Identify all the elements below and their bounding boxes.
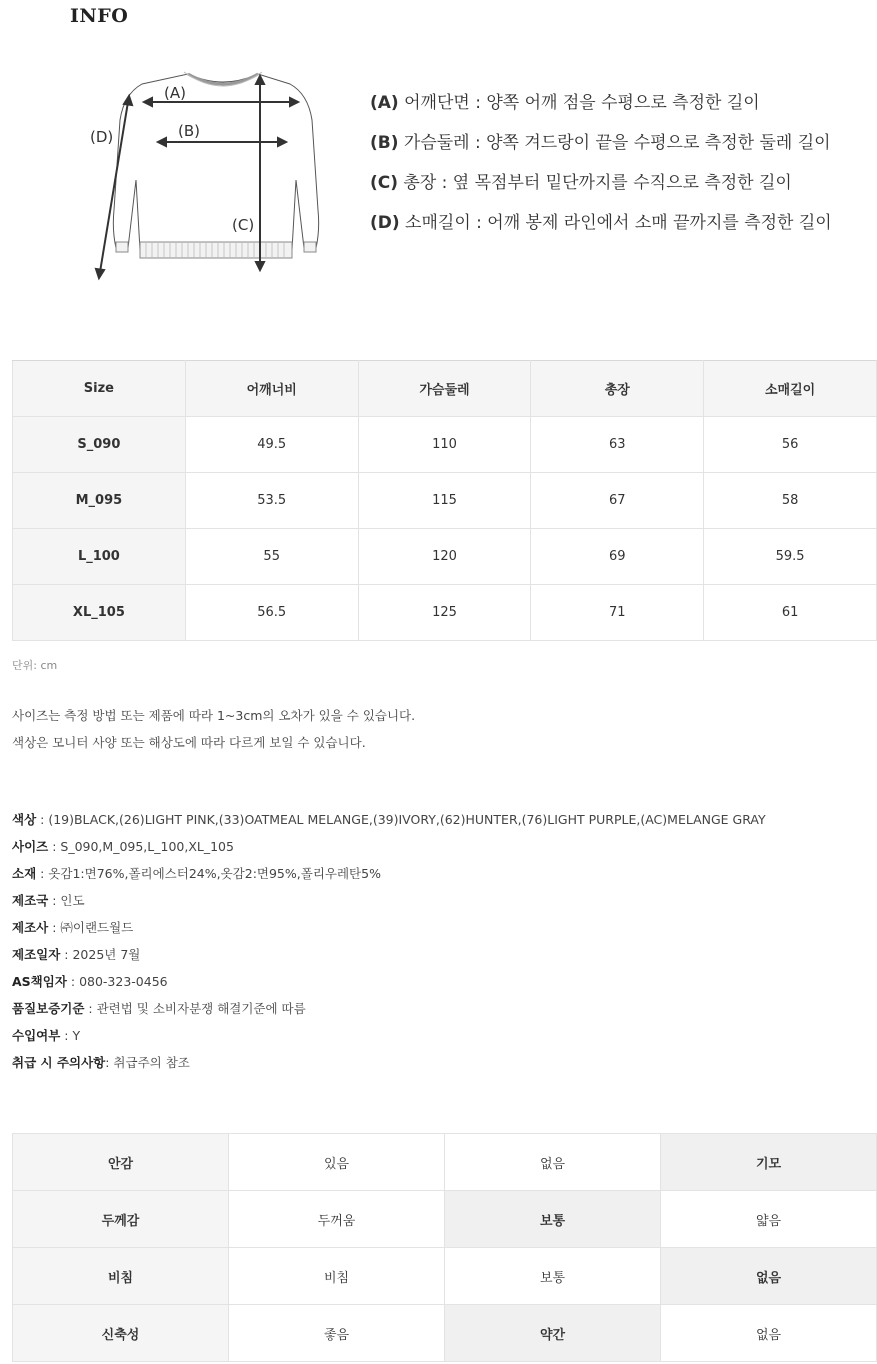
legend-item (370, 210, 832, 250)
size-notes (12, 702, 415, 756)
spec-label: 취급 시 주의사항 (12, 1055, 106, 1070)
table-cell: 49.5 (185, 417, 358, 473)
feel-option: 두꺼움 (229, 1191, 445, 1248)
page-title: INFO (70, 5, 129, 27)
spec-label: 소재 (12, 866, 37, 881)
feel-option-selected: 기모 (661, 1134, 877, 1191)
spec-label: 사이즈 (12, 839, 49, 854)
column-header: Size (13, 361, 186, 417)
spec-row (12, 999, 766, 1026)
table-row (13, 1134, 877, 1191)
spec-label: 품질보증기준 (12, 1001, 85, 1016)
feel-option: 보통 (445, 1248, 661, 1305)
legend-text: 소매길이 : 어깨 봉제 라인에서 소매 끝까지를 측정한 길이 (399, 213, 832, 233)
spec-label: 수입여부 (12, 1028, 61, 1043)
spec-row (12, 891, 766, 918)
spec-value: : Y (60, 1028, 81, 1043)
spec-row (12, 837, 766, 864)
size-label: XL_105 (13, 585, 186, 641)
table-cell: 110 (358, 417, 531, 473)
table-row (13, 1248, 877, 1305)
size-label: L_100 (13, 529, 186, 585)
table-cell: 69 (531, 529, 704, 585)
spec-value: : 관련법 및 소비자분쟁 해결기준에 따름 (84, 1001, 306, 1016)
table-row (13, 585, 877, 641)
feel-option-selected: 보통 (445, 1191, 661, 1248)
table-cell: 125 (358, 585, 531, 641)
column-header: 소매길이 (704, 361, 877, 417)
table-cell: 115 (358, 473, 531, 529)
table-row (13, 1305, 877, 1362)
table-cell: 120 (358, 529, 531, 585)
legend-key: (C) (370, 173, 399, 193)
product-specs (12, 810, 766, 1080)
label-b: (B) (178, 122, 200, 140)
table-cell: 58 (704, 473, 877, 529)
table-row (13, 417, 877, 473)
table-cell: 55 (185, 529, 358, 585)
size-label: M_095 (13, 473, 186, 529)
feel-option-selected: 약간 (445, 1305, 661, 1362)
spec-value: : ㈜이랜드월드 (48, 920, 134, 935)
spec-row (12, 864, 766, 891)
table-cell: 67 (531, 473, 704, 529)
note-line: 색상은 모니터 사양 또는 해상도에 따라 다르게 보일 수 있습니다. (12, 735, 366, 750)
fabric-feel-table (12, 1133, 877, 1362)
table-row (13, 1191, 877, 1248)
legend-item (370, 90, 832, 130)
spec-label: 제조일자 (12, 947, 61, 962)
feel-option: 없음 (661, 1305, 877, 1362)
table-cell: 56 (704, 417, 877, 473)
spec-label: 제조사 (12, 920, 49, 935)
table-row (13, 529, 877, 585)
spec-value: : 2025년 7월 (60, 947, 141, 962)
legend-item (370, 170, 832, 210)
feel-category: 비침 (13, 1248, 229, 1305)
spec-label: 제조국 (12, 893, 49, 908)
spec-value: : 옷감1:면76%,폴리에스터24%,옷감2:면95%,폴리우레탄5% (36, 866, 381, 881)
column-header: 어깨너비 (185, 361, 358, 417)
spec-value: : (19)BLACK,(26)LIGHT PINK,(33)OATMEAL MELANGE,(39)IVORY,(62)HUNTER,(76)LIGHT PURPLE,(AC)MELANGE GRAY (36, 812, 766, 827)
table-cell: 53.5 (185, 473, 358, 529)
sweater-measurement-diagram (80, 60, 340, 290)
spec-row (12, 810, 766, 837)
label-a: (A) (164, 84, 186, 102)
legend-key: (D) (370, 213, 400, 233)
spec-value: : 080-323-0456 (66, 974, 168, 989)
column-header: 총장 (531, 361, 704, 417)
feel-category: 두께감 (13, 1191, 229, 1248)
feel-option: 비침 (229, 1248, 445, 1305)
label-d: (D) (90, 128, 114, 146)
legend-item (370, 130, 832, 170)
note-line: 사이즈는 측정 방법 또는 제품에 따라 1~3cm의 오차가 있을 수 있습니다. (12, 708, 416, 723)
feel-category: 신축성 (13, 1305, 229, 1362)
legend-text: 가슴둘레 : 양쪽 겨드랑이 끝을 수평으로 측정한 둘레 길이 (398, 133, 831, 153)
legend-key: (A) (370, 93, 399, 113)
feel-option-selected: 없음 (661, 1248, 877, 1305)
spec-row (12, 945, 766, 972)
measurement-legend (370, 90, 832, 250)
legend-text: 총장 : 옆 목점부터 밑단까지를 수직으로 측정한 길이 (398, 173, 792, 193)
table-cell: 71 (531, 585, 704, 641)
legend-text: 어깨단면 : 양쪽 어깨 점을 수평으로 측정한 길이 (398, 93, 760, 113)
spec-value: : 취급주의 참조 (105, 1055, 190, 1070)
spec-row (12, 1026, 766, 1053)
size-table-header (13, 361, 877, 417)
feel-option: 있음 (229, 1134, 445, 1191)
size-label: S_090 (13, 417, 186, 473)
spec-label: 색상 (12, 812, 37, 827)
feel-option: 좋음 (229, 1305, 445, 1362)
spec-row (12, 1053, 766, 1080)
size-table (12, 360, 877, 641)
column-header: 가슴둘레 (358, 361, 531, 417)
spec-row (12, 972, 766, 999)
feel-category: 안감 (13, 1134, 229, 1191)
spec-label: AS책임자 (12, 974, 67, 989)
spec-row (12, 918, 766, 945)
spec-value: : 인도 (48, 893, 85, 908)
feel-option: 없음 (445, 1134, 661, 1191)
legend-key: (B) (370, 133, 399, 153)
table-cell: 56.5 (185, 585, 358, 641)
table-cell: 59.5 (704, 529, 877, 585)
table-cell: 61 (704, 585, 877, 641)
unit-note: 단위: cm (12, 659, 58, 672)
label-c: (C) (232, 216, 255, 234)
table-row (13, 473, 877, 529)
table-cell: 63 (531, 417, 704, 473)
feel-option: 얇음 (661, 1191, 877, 1248)
spec-value: : S_090,M_095,L_100,XL_105 (48, 839, 234, 854)
